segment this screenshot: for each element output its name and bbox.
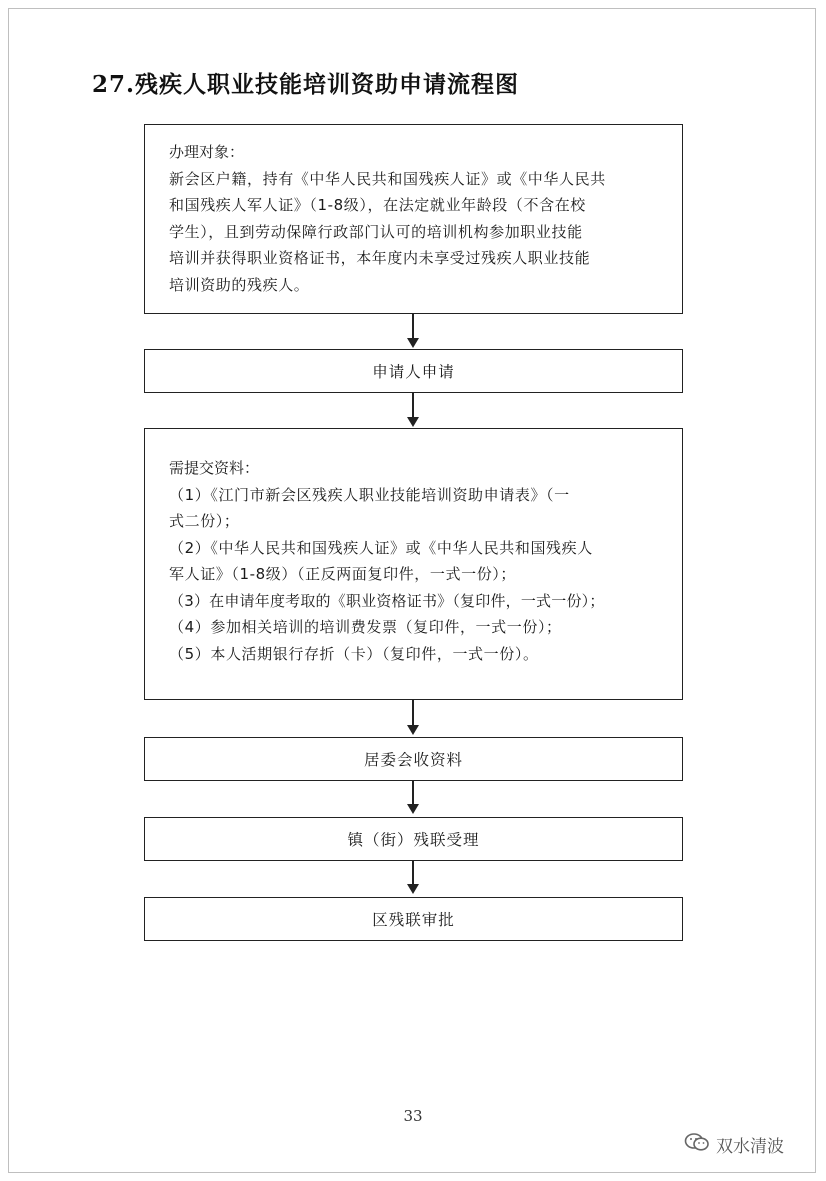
eligibility-line: 学生），且到劳动保障行政部门认可的培训机构参加职业技能 bbox=[169, 222, 583, 241]
flow-connector bbox=[412, 393, 414, 419]
step-town-accept bbox=[144, 817, 683, 861]
eligibility-line: 培训资助的残疾人。 bbox=[169, 275, 310, 294]
materials-line: （3）在申请年度考取的《职业资格证书》（复印件，一式一份）； bbox=[169, 591, 605, 610]
materials-line: （4）参加相关培训的培训费发票（复印件，一式一份）； bbox=[169, 618, 562, 636]
materials-line: 式二份）； bbox=[169, 512, 240, 530]
step-district-approve bbox=[144, 897, 683, 941]
flow-arrow-icon bbox=[407, 338, 419, 348]
materials-line: （5）本人活期银行存折（卡）（复印件，一式一份）。 bbox=[169, 644, 539, 663]
materials-box bbox=[144, 428, 683, 700]
eligibility-line: 新会区户籍，持有《中华人民共和国残疾人证》或《中华人民共 bbox=[169, 169, 606, 188]
flow-connector bbox=[412, 781, 414, 806]
materials-line: 军人证》（1-8级）（正反两面复印件，一式一份）； bbox=[169, 565, 517, 583]
flow-arrow-icon bbox=[407, 417, 419, 427]
materials-line: （2）《中华人民共和国残疾人证》或《中华人民共和国残疾人 bbox=[169, 538, 593, 557]
step-label: 镇（街）残联受理 bbox=[347, 831, 480, 849]
watermark-text: 双水清波 bbox=[716, 1136, 784, 1157]
wechat-icon bbox=[684, 1132, 710, 1157]
materials-line: （1）《江门市新会区残疾人职业技能培训资助申请表》（一 bbox=[169, 485, 570, 504]
step-label: 区残联审批 bbox=[372, 911, 455, 929]
flow-connector bbox=[412, 861, 414, 885]
page-title: 27.残疾人职业技能培训资助申请流程图 bbox=[92, 71, 520, 98]
materials-heading: 需提交资料： bbox=[169, 459, 260, 477]
flow-connector bbox=[412, 700, 414, 727]
flow-arrow-icon bbox=[407, 804, 419, 814]
flow-connector bbox=[412, 314, 414, 340]
step-label: 居委会收资料 bbox=[363, 751, 463, 769]
page-number: 33 bbox=[403, 1107, 423, 1125]
flow-arrow-icon bbox=[407, 884, 419, 894]
eligibility-box bbox=[144, 124, 683, 314]
step-applicant-apply bbox=[144, 349, 683, 393]
flow-arrow-icon bbox=[407, 725, 419, 735]
watermark bbox=[684, 1132, 784, 1156]
step-label: 申请人申请 bbox=[372, 363, 455, 381]
eligibility-line: 培训并获得职业资格证书，本年度内未享受过残疾人职业技能 bbox=[169, 249, 591, 267]
eligibility-line: 和国残疾人军人证》（1-8级），在法定就业年龄段（不含在校 bbox=[169, 196, 586, 214]
eligibility-heading: 办理对象： bbox=[169, 143, 245, 161]
step-committee-collect bbox=[144, 737, 683, 781]
